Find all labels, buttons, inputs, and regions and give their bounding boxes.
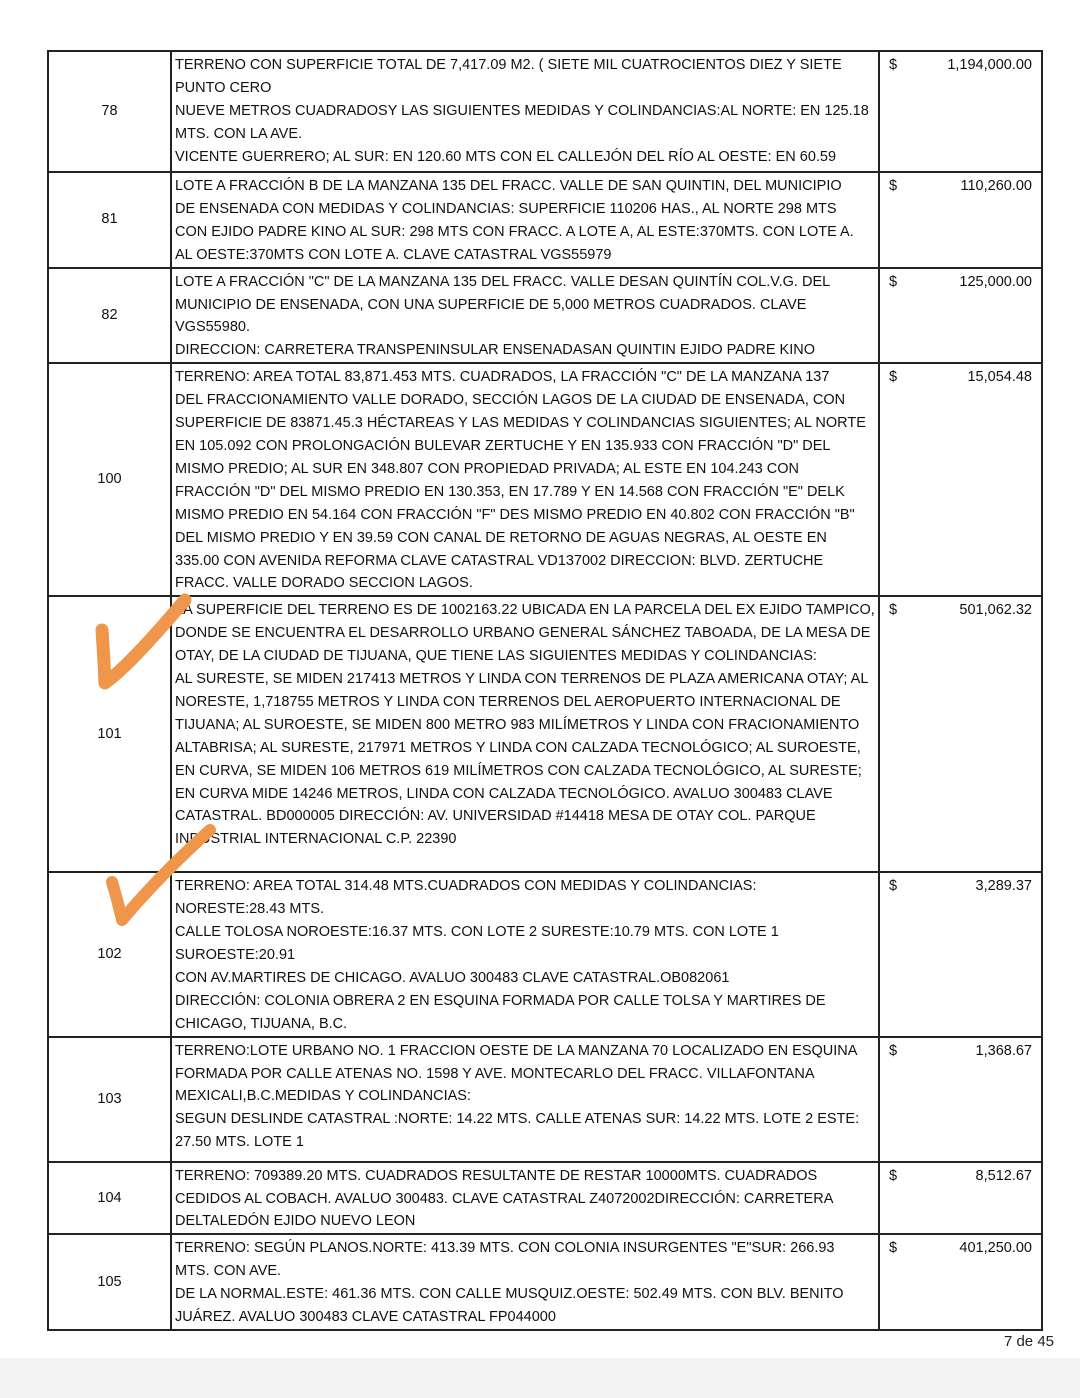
- amount-value: 401,250.00: [959, 1240, 1032, 1257]
- description-line: CATASTRAL. BD000005 DIRECCIÓN: AV. UNIVERSIDAD #14418 MESA DE OTAY COL. PARQUE: [175, 808, 816, 825]
- description-line: DEL MISMO PREDIO Y EN 39.59 CON CANAL DE RETORNO DE AGUAS NEGRAS, AL OESTE EN: [175, 529, 827, 546]
- description-line: SEGUN DESLINDE CATASTRAL :NORTE: 14.22 MTS. CALLE ATENAS SUR: 14.22 MTS. LOTE 2 ESTE:: [175, 1111, 860, 1128]
- table-row: [48, 51, 1042, 172]
- property-description: [171, 172, 879, 268]
- row-number: 104: [48, 1162, 171, 1235]
- description-line: INDUSTRIAL INTERNACIONAL C.P. 22390: [175, 831, 457, 848]
- amount-cell: [879, 268, 1042, 364]
- amount-value: 3,289.37: [975, 878, 1032, 895]
- amount-value: 501,062.32: [959, 602, 1032, 619]
- currency-symbol: $: [889, 57, 898, 73]
- description-line: TERRENO: AREA TOTAL 83,871.453 MTS. CUADRADOS, LA FRACCIÓN "C" DE LA MANZANA 137: [175, 369, 830, 386]
- currency-symbol: $: [889, 1240, 898, 1257]
- property-description: [171, 1162, 879, 1235]
- description-line: VGS55980.: [175, 319, 250, 336]
- row-number: 78: [48, 51, 171, 172]
- description-line: LOTE A FRACCIÓN B DE LA MANZANA 135 DEL FRACC. VALLE DE SAN QUINTIN, DEL MUNICIPIO: [175, 178, 842, 194]
- description-line: AL OESTE:370MTS CON LOTE A. CLAVE CATASTRAL VGS55979: [175, 246, 612, 263]
- row-number: 81: [48, 172, 171, 268]
- property-table-body: [48, 51, 1042, 1330]
- description-line: DELTALEDÓN EJIDO NUEVO LEON: [175, 1213, 416, 1230]
- property-description: [171, 1234, 879, 1330]
- description-line: DE ENSENADA CON MEDIDAS Y COLINDANCIAS: SUPERFICIE 110206 HAS., AL NORTE 298 MTS: [175, 200, 837, 217]
- property-description: [171, 1037, 879, 1162]
- amount-cell: [879, 51, 1042, 172]
- amount-cell: [879, 1162, 1042, 1235]
- property-description: [171, 596, 879, 872]
- description-line: DEL FRACCIONAMIENTO VALLE DORADO, SECCIÓN LAGOS DE LA CIUDAD DE ENSENADA, CON: [175, 392, 846, 409]
- description-line: OTAY, DE LA CIUDAD DE TIJUANA, QUE TIENE LAS SIGUIENTES MEDIDAS Y COLINDANCIAS:: [175, 648, 817, 665]
- row-number: 102: [48, 872, 171, 1036]
- description-line: DIRECCION: CARRETERA TRANSPENINSULAR ENSENADASAN QUINTIN EJIDO PADRE KINO: [175, 342, 815, 359]
- description-line: PUNTO CERO: [175, 79, 272, 96]
- description-line: JUÁREZ. AVALUO 300483 CLAVE CATASTRAL FP044000: [175, 1309, 556, 1326]
- description-line: NUEVE METROS CUADRADOSY LAS SIGUIENTES MEDIDAS Y COLINDANCIAS:AL NORTE: EN 125.18: [175, 102, 869, 119]
- row-number: 105: [48, 1234, 171, 1330]
- description-line: MUNICIPIO DE ENSENADA, CON UNA SUPERFICIE DE 5,000 METROS CUADRADOS. CLAVE: [175, 296, 807, 313]
- description-line: ALTABRISA; AL SURESTE, 217971 METROS Y LINDA CON CALZADA TECNOLÓGICO; AL SUROESTE,: [175, 739, 861, 756]
- description-line: CEDIDOS AL COBACH. AVALUO 300483. CLAVE CATASTRAL Z4072002DIRECCIÓN: CARRETERA: [175, 1190, 834, 1207]
- currency-symbol: $: [889, 1042, 898, 1059]
- amount-cell: [879, 872, 1042, 1036]
- description-line: MISMO PREDIO EN 54.164 CON FRACCIÓN "F" DES MISMO PREDIO EN 40.802 CON FRACCIÓN "B": [175, 506, 855, 523]
- currency-symbol: $: [889, 602, 898, 619]
- description-line: EN CURVA MIDE 14246 METROS, LINDA CON CALZADA TECNOLÓGICO. AVALUO 300483 CLAVE: [175, 785, 833, 802]
- property-table: [47, 50, 1043, 1331]
- amount-value: 15,054.48: [967, 369, 1032, 386]
- amount-cell: [879, 596, 1042, 872]
- amount-value: 1,368.67: [975, 1042, 1032, 1059]
- table-row: [48, 1037, 1042, 1162]
- row-number: 100: [48, 363, 171, 596]
- currency-symbol: $: [889, 178, 898, 194]
- description-line: CON EJIDO PADRE KINO AL SUR: 298 MTS CON FRACC. A LOTE A, AL ESTE:370MTS. CON LOTE A.: [175, 223, 854, 240]
- description-line: LOTE A FRACCIÓN "C" DE LA MANZANA 135 DEL FRACC. VALLE DESAN QUINTÍN COL.V.G. DEL: [175, 273, 831, 290]
- property-description: [171, 363, 879, 596]
- description-line: VICENTE GUERRERO; AL SUR: EN 120.60 MTS CON EL CALLEJÓN DEL RÍO AL OESTE: EN 60.59: [175, 148, 837, 165]
- table-row: [48, 1162, 1042, 1235]
- amount-value: 125,000.00: [959, 273, 1032, 290]
- table-row: [48, 172, 1042, 268]
- table-row: [48, 268, 1042, 364]
- description-line: NORESTE:28.43 MTS.: [175, 901, 325, 918]
- description-line: EN 105.092 CON PROLONGACIÓN BULEVAR ZERTUCHE Y EN 135.933 CON FRACCIÓN "D" DEL: [175, 437, 831, 454]
- description-line: NORESTE, 1,718755 METROS Y LINDA CON TERRENOS DEL AEROPUERTO INTERNACIONAL DE: [175, 693, 841, 710]
- description-line: DONDE SE ENCUENTRA EL DESARROLLO URBANO GENERAL SÁNCHEZ TABOADA, DE LA MESA DE: [175, 625, 871, 642]
- amount-value: 110,260.00: [960, 178, 1032, 194]
- description-line: EN CURVA, SE MIDEN 106 METROS 619 MILÍMETROS CON CALZADA TECNOLÓGICO, AL SURESTE;: [175, 762, 862, 779]
- description-line: 27.50 MTS. LOTE 1: [175, 1134, 304, 1151]
- description-line: TERRENO: 709389.20 MTS. CUADRADOS RESULTANTE DE RESTAR 10000MTS. CUADRADOS: [175, 1167, 818, 1184]
- description-line: SUPERFICIE DE 83871.45.3 HÉCTAREAS Y LAS MEDIDAS Y COLINDANCIAS SIGUIENTES; AL NORTE: [175, 415, 866, 432]
- table-row: [48, 872, 1042, 1036]
- description-line: DE LA NORMAL.ESTE: 461.36 MTS. CON CALLE MUSQUIZ.OESTE: 502.49 MTS. CON BLV. BENITO: [175, 1286, 844, 1303]
- currency-symbol: $: [889, 878, 898, 895]
- page-footer-band: [0, 1358, 1080, 1398]
- currency-symbol: $: [889, 369, 898, 386]
- description-line: CALLE TOLOSA NOROESTE:16.37 MTS. CON LOTE 2 SURESTE:10.79 MTS. CON LOTE 1: [175, 924, 779, 941]
- table-row: [48, 1234, 1042, 1330]
- description-line: MEXICALI,B.C.MEDIDAS Y COLINDANCIAS:: [175, 1088, 471, 1105]
- table-row: [48, 596, 1042, 872]
- description-line: FORMADA POR CALLE ATENAS NO. 1598 Y AVE. MONTECARLO DEL FRACC. VILLAFONTANA: [175, 1065, 815, 1082]
- amount-value: 8,512.67: [975, 1167, 1032, 1184]
- description-line: TIJUANA; AL SUROESTE, SE MIDEN 800 METRO 983 MILÍMETROS Y LINDA CON FRACIONAMIENTO: [175, 716, 860, 733]
- row-number: 82: [48, 268, 171, 364]
- amount-cell: [879, 1037, 1042, 1162]
- property-description: [171, 872, 879, 1036]
- description-line: TERRENO CON SUPERFICIE TOTAL DE 7,417.09 M2. ( SIETE MIL CUATROCIENTOS DIEZ Y SIETE: [175, 57, 842, 73]
- description-line: CON AV.MARTIRES DE CHICAGO. AVALUO 300483 CLAVE CATASTRAL.OB082061: [175, 969, 730, 986]
- description-line: LA SUPERFICIE DEL TERRENO ES DE 1002163.22 UBICADA EN LA PARCELA DEL EX EJIDO TAMPICO,: [175, 602, 875, 619]
- description-line: SUROESTE:20.91: [175, 947, 296, 964]
- description-line: MTS. CON AVE.: [175, 1263, 282, 1280]
- description-line: 335.00 CON AVENIDA REFORMA CLAVE CATASTRAL VD137002 DIRECCION: BLVD. ZERTUCHE: [175, 552, 824, 569]
- page-number: 7 de 45: [1003, 1333, 1054, 1350]
- row-number: 103: [48, 1037, 171, 1162]
- currency-symbol: $: [889, 273, 898, 290]
- table-row: [48, 363, 1042, 596]
- description-line: TERRENO: AREA TOTAL 314.48 MTS.CUADRADOS CON MEDIDAS Y COLINDANCIAS:: [175, 878, 757, 895]
- description-line: AL SURESTE, SE MIDEN 217413 METROS Y LINDA CON TERRENOS DE PLAZA AMERICANA OTAY; AL: [175, 671, 869, 688]
- description-line: FRACC. VALLE DORADO SECCION LAGOS.: [175, 575, 473, 592]
- property-description: [171, 268, 879, 364]
- description-line: TERRENO:LOTE URBANO NO. 1 FRACCION OESTE DE LA MANZANA 70 LOCALIZADO EN ESQUINA: [175, 1042, 858, 1059]
- description-line: MISMO PREDIO; AL SUR EN 348.807 CON PROPIEDAD PRIVADA; AL ESTE EN 104.243 CON: [175, 460, 799, 477]
- description-line: TERRENO: SEGÚN PLANOS.NORTE: 413.39 MTS. CON COLONIA INSURGENTES "E"SUR: 266.93: [175, 1240, 835, 1257]
- description-line: DIRECCIÓN: COLONIA OBRERA 2 EN ESQUINA FORMADA POR CALLE TOLSA Y MARTIRES DE: [175, 992, 826, 1009]
- currency-symbol: $: [889, 1167, 898, 1184]
- amount-value: 1,194,000.00: [947, 57, 1032, 73]
- amount-cell: [879, 363, 1042, 596]
- amount-cell: [879, 1234, 1042, 1330]
- row-number: 101: [48, 596, 171, 872]
- description-line: CHICAGO, TIJUANA, B.C.: [175, 1015, 348, 1032]
- amount-cell: [879, 172, 1042, 268]
- description-line: FRACCIÓN "D" DEL MISMO PREDIO EN 130.353, EN 17.789 Y EN 14.568 CON FRACCIÓN "E" DELK: [175, 483, 845, 500]
- property-description: [171, 51, 879, 172]
- description-line: MTS. CON LA AVE.: [175, 125, 303, 142]
